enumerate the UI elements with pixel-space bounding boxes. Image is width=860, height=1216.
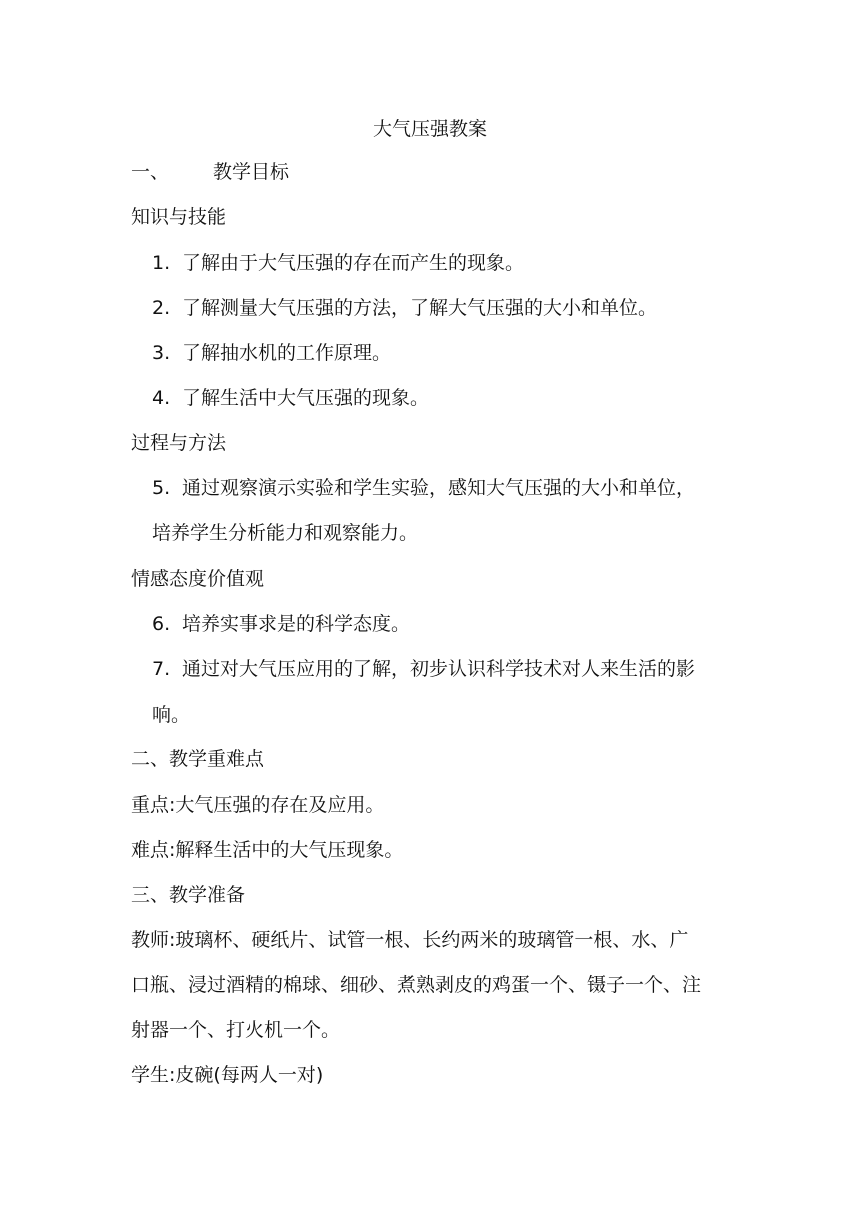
list-item [152, 612, 410, 636]
list-item-text: 了解由于大气压强的存在而产生的现象。 [182, 252, 525, 274]
list-item-number: 5. [152, 477, 171, 499]
list-item-number: 3. [152, 342, 171, 364]
list-item-number: 1. [152, 252, 171, 274]
list-item-text: 通过对大气压应用的了解，初步认识科学技术对人来生活的影 [182, 658, 696, 680]
section1-marker: 一、 [131, 161, 170, 183]
list-item [152, 296, 657, 320]
knowledge-heading: 知识与技能 [131, 206, 227, 228]
teacher-materials-line: 教师:玻璃杯、硬纸片、试管一根、长约两米的玻璃管一根、水、广 [131, 929, 689, 951]
list-item-text: 了解生活中大气压强的现象。 [182, 387, 430, 409]
list-item-text: 了解测量大气压强的方法，了解大气压强的大小和单位。 [182, 297, 658, 319]
key-point: 重点:大气压强的存在及应用。 [131, 794, 385, 816]
list-item [152, 341, 391, 365]
list-item-number: 4. [152, 387, 171, 409]
section3-heading: 三、教学准备 [131, 884, 246, 906]
list-item [152, 657, 695, 681]
document-title: 大气压强教案 [372, 118, 487, 140]
list-item-number: 6. [152, 613, 171, 635]
teacher-materials-line: 射器一个、打火机一个。 [131, 1019, 341, 1041]
list-item [152, 251, 524, 275]
teacher-materials-line: 口瓶、浸过酒精的棉球、细砂、煮熟剥皮的鸡蛋一个、镊子一个、注 [131, 974, 702, 996]
emotion-heading: 情感态度价值观 [131, 568, 265, 590]
section2-heading: 二、教学重难点 [131, 748, 265, 770]
list-item-number: 2. [152, 297, 171, 319]
list-item-text: 了解抽水机的工作原理。 [182, 342, 392, 364]
difficult-point: 难点:解释生活中的大气压现象。 [131, 839, 404, 861]
list-item [152, 476, 695, 500]
list-item-continuation: 培养学生分析能力和观察能力。 [152, 522, 419, 544]
list-item-text: 培养实事求是的科学态度。 [182, 613, 411, 635]
list-item-text: 通过观察演示实验和学生实验，感知大气压强的大小和单位， [182, 477, 696, 499]
list-item [152, 386, 429, 410]
process-heading: 过程与方法 [131, 432, 227, 454]
list-item-number: 7. [152, 658, 171, 680]
list-item-continuation: 响。 [152, 704, 191, 726]
student-materials: 学生:皮碗(每两人一对) [131, 1064, 324, 1086]
section1-heading: 教学目标 [213, 161, 290, 183]
